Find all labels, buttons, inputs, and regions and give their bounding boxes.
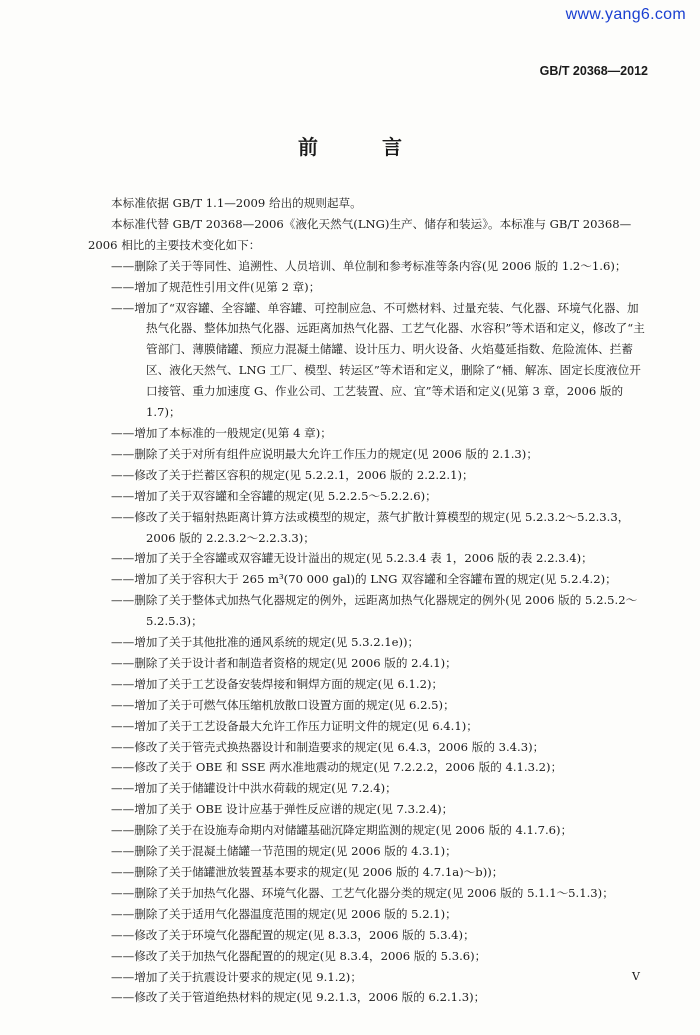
standard-number: GB/T 20368—2012 (539, 64, 648, 78)
change-list-item: ——增加了关于储罐设计中洪水荷载的规定(见 7.2.4)； (111, 781, 397, 796)
change-list-item: ——修改了关于 OBE 和 SSE 两水准地震动的规定(见 7.2.2.2，2006 版的 4.1.3.2)； (111, 760, 563, 775)
change-list-item: ——删除了关于在设施寿命期内对储罐基础沉降定期监测的规定(见 2006 版的 4.1.7.6)； (111, 823, 573, 838)
change-list-item: ——删除了关于储罐泄放装置基本要求的规定(见 2006 版的 4.7.1a)～b))； (111, 865, 504, 879)
change-list-item: ——增加了“双容罐、全容罐、单容罐、可控制应急、不可燃材料、过量充装、气化器、环境气化器、加热气化器、整体加热气化器、远距离加热气化器、工艺气化器、水容积”等术语和定义，修改了“主管部门、薄膜储罐、预应力混凝土储罐、设计压力、明火设备、火焰蔓延指数、危险流体、拦蓄区、液化天然气、LNG 工厂、模型、转运区”等术语和定义，删除了“桶、解冻、固定长度液位开口接管、重力加速度 G、作业公司、工艺装置、应、宜”等术语和定义(见第 3 章，2006 版的 1.7)； (111, 300, 645, 420)
change-list-item: ——修改了关于拦蓄区容积的规定(见 5.2.2.1，2006 版的 2.2.2.1)； (111, 467, 474, 482)
change-list-item: ——删除了关于对所有组件应说明最大允许工作压力的规定(见 2006 版的 2.1.3)； (111, 446, 538, 461)
change-list-item: ——修改了关于辐射热距离计算方法或模型的规定，蒸气扩散计算模型的规定(见 5.2.3.2～5.2.3.3，2006 版的 2.2.3.2～2.2.3.3)； (111, 509, 630, 545)
change-list-item: ——删除了关于加热气化器、环境气化器、工艺气化器分类的规定(见 2006 版的 5.1.1～5.1.3)； (111, 885, 614, 900)
watermark: www.yang6.com (565, 6, 686, 23)
change-list-item: ——删除了关于混凝土储罐一节范围的规定(见 2006 版的 4.3.1)； (111, 844, 457, 859)
change-list-item: ——修改了关于环境气化器配置的规定(见 8.3.3，2006 版的 5.3.4)； (111, 927, 475, 942)
change-list-item: ——增加了规范性引用文件(见第 2 章)； (111, 279, 321, 294)
page-title: 前 言 (298, 135, 424, 159)
change-list-item: ——增加了关于 OBE 设计应基于弹性反应谱的规定(见 7.3.2.4)； (111, 802, 454, 817)
paragraph: 本标准依据 GB/T 1.1—2009 给出的规则起草。 (111, 196, 362, 210)
change-list-item: ——修改了关于管道绝热材料的规定(见 9.2.1.3，2006 版的 6.2.1.3)； (111, 990, 486, 1005)
body-text (88, 193, 648, 1008)
change-list (88, 256, 648, 1009)
change-list-item: ——增加了关于容积大于 265 m³(70 000 gal)的 LNG 双容罐和全容罐布置的规定(见 5.2.4.2)； (111, 572, 617, 587)
change-list-item: ——增加了关于工艺设备最大允许工作压力证明文件的规定(见 6.4.1)； (111, 718, 478, 733)
change-list-item: ——修改了关于加热气化器配置的的规定(见 8.3.4，2006 版的 5.3.6)； (111, 948, 487, 963)
change-list-item: ——增加了关于工艺设备安装焊接和铜焊方面的规定(见 6.1.2)； (111, 676, 444, 691)
change-list-item: ——删除了关于适用气化器温度范围的规定(见 2006 版的 5.2.1)； (111, 906, 457, 921)
change-list-item: ——修改了关于管壳式换热器设计和制造要求的规定(见 6.4.3，2006 版的 3.4.3)； (111, 739, 545, 754)
paragraph: 本标准代替 GB/T 20368—2006《液化天然气(LNG)生产、储存和装运》。本标准与 GB/T 20368—2006 相比的主要技术变化如下： (88, 216, 632, 252)
change-list-item: ——删除了关于设计者和制造者资格的规定(见 2006 版的 2.4.1)； (111, 655, 457, 670)
change-list-item: ——增加了关于双容罐和全容罐的规定(见 5.2.2.5～5.2.2.6)； (111, 488, 437, 503)
change-list-item: ——删除了关于等同性、追溯性、人员培训、单位制和参考标准等条内容(见 2006 版的 1.2～1.6)； (111, 258, 627, 273)
change-list-item: ——增加了关于其他批准的通风系统的规定(见 5.3.2.1e))； (111, 635, 420, 650)
change-list-item: ——增加了本标准的一般规定(见第 4 章)； (111, 425, 332, 440)
change-list-item: ——增加了关于全容罐或双容罐无设计溢出的规定(见 5.2.3.4 表 1，2006 版的表 2.2.3.4)； (111, 551, 593, 566)
change-list-item: ——增加了关于抗震设计要求的规定(见 9.1.2)； (111, 969, 362, 984)
change-list-item: ——增加了关于可燃气体压缩机放散口设置方面的规定(见 6.2.5)； (111, 697, 455, 712)
page-number: V (632, 970, 640, 983)
change-list-item: ——删除了关于整体式加热气化器规定的例外，远距离加热气化器规定的例外(见 2006 版的 5.2.5.2～5.2.5.3)； (111, 593, 638, 629)
